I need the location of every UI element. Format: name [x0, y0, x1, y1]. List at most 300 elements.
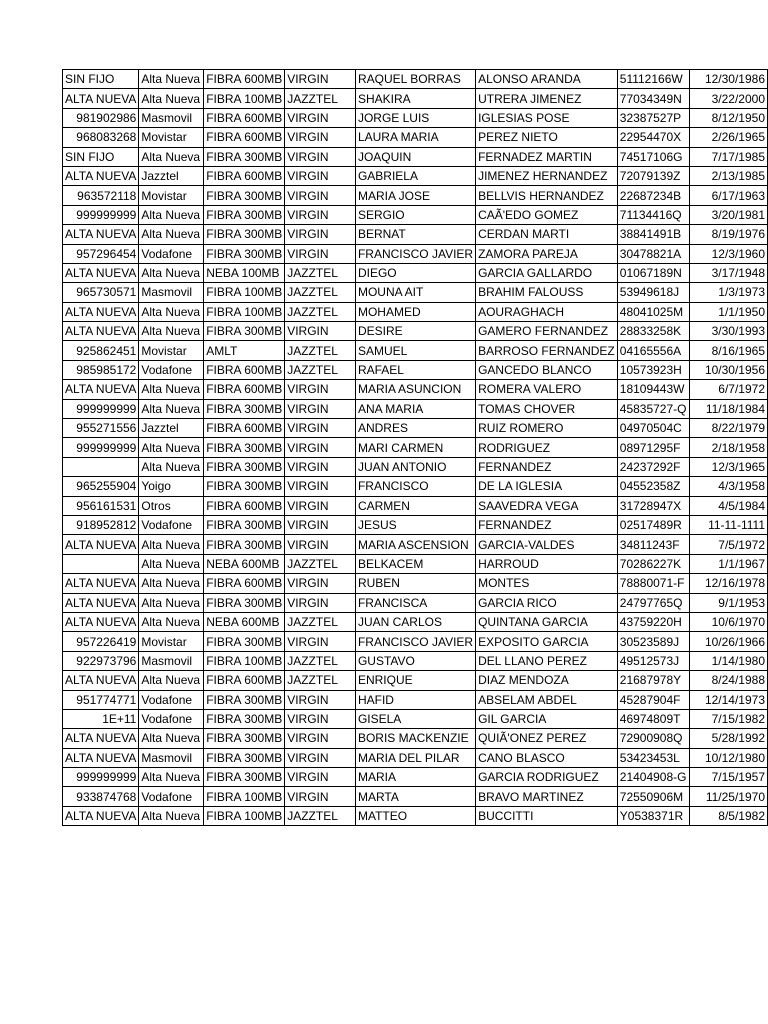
cell-last-name[interactable]: HARROUD	[476, 554, 618, 573]
cell-current-operator[interactable]: Alta Nueva	[139, 806, 204, 825]
cell-first-name[interactable]: GABRIELA	[355, 166, 475, 185]
cell-product[interactable]: FIBRA 300MB	[204, 593, 285, 612]
cell-first-name[interactable]: JORGE LUIS	[355, 108, 475, 127]
cell-document-id[interactable]: 32387527P	[617, 108, 689, 127]
cell-first-name[interactable]: ANDRES	[355, 419, 475, 438]
cell-document-id[interactable]: 70286227K	[617, 554, 689, 573]
cell-birth-date[interactable]: 10/12/1980	[689, 748, 768, 767]
cell-first-name[interactable]: MARTA	[355, 787, 475, 806]
cell-last-name[interactable]: GANCEDO BLANCO	[476, 360, 618, 379]
cell-last-name[interactable]: GARCIA RICO	[476, 593, 618, 612]
cell-brand[interactable]: JAZZTEL	[285, 806, 356, 825]
cell-product[interactable]: NEBA 600MB	[204, 554, 285, 573]
cell-current-operator[interactable]: Masmovil	[139, 108, 204, 127]
cell-product[interactable]: FIBRA 600MB	[204, 419, 285, 438]
cell-brand[interactable]: JAZZTEL	[285, 554, 356, 573]
cell-last-name[interactable]: DIAZ MENDOZA	[476, 671, 618, 690]
cell-product[interactable]: FIBRA 300MB	[204, 768, 285, 787]
cell-document-id[interactable]: 72550906M	[617, 787, 689, 806]
cell-last-name[interactable]: CAÃ'EDO GOMEZ	[476, 205, 618, 224]
cell-current-operator[interactable]: Alta Nueva	[139, 535, 204, 554]
cell-product[interactable]: FIBRA 300MB	[204, 632, 285, 651]
cell-product[interactable]: FIBRA 300MB	[204, 186, 285, 205]
cell-first-name[interactable]: FRANCISCA	[355, 593, 475, 612]
cell-last-name[interactable]: BUCCITTI	[476, 806, 618, 825]
cell-current-operator[interactable]: Alta Nueva	[139, 89, 204, 108]
cell-phone[interactable]: SIN FIJO	[63, 70, 139, 89]
cell-first-name[interactable]: FRANCISCO JAVIER	[355, 632, 475, 651]
cell-phone[interactable]: 918952812	[63, 515, 139, 534]
cell-birth-date[interactable]: 3/17/1948	[689, 263, 768, 282]
cell-brand[interactable]: VIRGIN	[285, 419, 356, 438]
cell-product[interactable]: FIBRA 300MB	[204, 399, 285, 418]
cell-last-name[interactable]: BRAHIM FALOUSS	[476, 283, 618, 302]
cell-phone[interactable]: 968083268	[63, 128, 139, 147]
cell-phone[interactable]: 985985172	[63, 360, 139, 379]
cell-last-name[interactable]: SAAVEDRA VEGA	[476, 496, 618, 515]
cell-last-name[interactable]: GAMERO FERNANDEZ	[476, 322, 618, 341]
cell-birth-date[interactable]: 8/5/1982	[689, 806, 768, 825]
cell-phone[interactable]: 999999999	[63, 438, 139, 457]
cell-phone[interactable]: 999999999	[63, 399, 139, 418]
cell-current-operator[interactable]: Movistar	[139, 341, 204, 360]
cell-phone[interactable]: 999999999	[63, 768, 139, 787]
cell-phone[interactable]: ALTA NUEVA	[63, 322, 139, 341]
cell-first-name[interactable]: GISELA	[355, 709, 475, 728]
cell-brand[interactable]: VIRGIN	[285, 457, 356, 476]
cell-phone[interactable]: ALTA NUEVA	[63, 806, 139, 825]
cell-phone[interactable]: 922973796	[63, 651, 139, 670]
cell-phone[interactable]: 957226419	[63, 632, 139, 651]
cell-last-name[interactable]: BARROSO FERNANDEZ	[476, 341, 618, 360]
cell-phone[interactable]: 951774771	[63, 690, 139, 709]
cell-phone[interactable]	[63, 457, 139, 476]
cell-first-name[interactable]: SAMUEL	[355, 341, 475, 360]
cell-product[interactable]: FIBRA 300MB	[204, 709, 285, 728]
cell-current-operator[interactable]: Alta Nueva	[139, 147, 204, 166]
cell-document-id[interactable]: 72900908Q	[617, 729, 689, 748]
cell-phone[interactable]: ALTA NUEVA	[63, 574, 139, 593]
cell-last-name[interactable]: FERNANDEZ	[476, 515, 618, 534]
cell-current-operator[interactable]: Alta Nueva	[139, 554, 204, 573]
cell-current-operator[interactable]: Alta Nueva	[139, 263, 204, 282]
cell-current-operator[interactable]: Jazztel	[139, 419, 204, 438]
cell-birth-date[interactable]: 7/17/1985	[689, 147, 768, 166]
cell-first-name[interactable]: JOAQUIN	[355, 147, 475, 166]
cell-document-id[interactable]: 22687234B	[617, 186, 689, 205]
cell-brand[interactable]: VIRGIN	[285, 128, 356, 147]
cell-birth-date[interactable]: 3/20/1981	[689, 205, 768, 224]
cell-document-id[interactable]: 48041025M	[617, 302, 689, 321]
cell-first-name[interactable]: MARI CARMEN	[355, 438, 475, 457]
cell-current-operator[interactable]: Alta Nueva	[139, 438, 204, 457]
cell-document-id[interactable]: 22954470X	[617, 128, 689, 147]
cell-first-name[interactable]: SERGIO	[355, 205, 475, 224]
cell-product[interactable]: FIBRA 300MB	[204, 477, 285, 496]
cell-product[interactable]: NEBA 600MB	[204, 612, 285, 631]
cell-current-operator[interactable]: Vodafone	[139, 244, 204, 263]
cell-document-id[interactable]: 45835727-Q	[617, 399, 689, 418]
cell-last-name[interactable]: QUINTANA GARCIA	[476, 612, 618, 631]
cell-brand[interactable]: VIRGIN	[285, 787, 356, 806]
cell-document-id[interactable]: 30478821A	[617, 244, 689, 263]
cell-brand[interactable]: VIRGIN	[285, 186, 356, 205]
cell-last-name[interactable]: GIL GARCIA	[476, 709, 618, 728]
cell-brand[interactable]: VIRGIN	[285, 535, 356, 554]
cell-current-operator[interactable]: Alta Nueva	[139, 380, 204, 399]
cell-current-operator[interactable]: Vodafone	[139, 709, 204, 728]
cell-last-name[interactable]: RODRIGUEZ	[476, 438, 618, 457]
cell-first-name[interactable]: HAFID	[355, 690, 475, 709]
cell-birth-date[interactable]: 7/15/1957	[689, 768, 768, 787]
cell-brand[interactable]: VIRGIN	[285, 205, 356, 224]
cell-document-id[interactable]: 38841491B	[617, 225, 689, 244]
cell-last-name[interactable]: JIMENEZ HERNANDEZ	[476, 166, 618, 185]
cell-phone[interactable]: 957296454	[63, 244, 139, 263]
cell-current-operator[interactable]: Otros	[139, 496, 204, 515]
cell-product[interactable]: FIBRA 100MB	[204, 806, 285, 825]
cell-birth-date[interactable]: 6/17/1963	[689, 186, 768, 205]
cell-brand[interactable]: VIRGIN	[285, 322, 356, 341]
cell-brand[interactable]: JAZZTEL	[285, 360, 356, 379]
cell-product[interactable]: FIBRA 100MB	[204, 283, 285, 302]
cell-brand[interactable]: VIRGIN	[285, 147, 356, 166]
cell-phone[interactable]	[63, 554, 139, 573]
cell-phone[interactable]: ALTA NUEVA	[63, 380, 139, 399]
cell-product[interactable]: FIBRA 600MB	[204, 128, 285, 147]
cell-brand[interactable]: VIRGIN	[285, 593, 356, 612]
cell-current-operator[interactable]: Masmovil	[139, 283, 204, 302]
cell-product[interactable]: FIBRA 300MB	[204, 205, 285, 224]
cell-brand[interactable]: JAZZTEL	[285, 341, 356, 360]
cell-phone[interactable]: 1E+11	[63, 709, 139, 728]
cell-last-name[interactable]: GARCIA-VALDES	[476, 535, 618, 554]
cell-current-operator[interactable]: Alta Nueva	[139, 322, 204, 341]
cell-birth-date[interactable]: 7/5/1972	[689, 535, 768, 554]
cell-last-name[interactable]: MONTES	[476, 574, 618, 593]
cell-current-operator[interactable]: Movistar	[139, 632, 204, 651]
cell-birth-date[interactable]: 10/30/1956	[689, 360, 768, 379]
cell-first-name[interactable]: DESIRE	[355, 322, 475, 341]
cell-product[interactable]: FIBRA 600MB	[204, 70, 285, 89]
cell-phone[interactable]: 965255904	[63, 477, 139, 496]
cell-current-operator[interactable]: Movistar	[139, 128, 204, 147]
cell-product[interactable]: FIBRA 600MB	[204, 380, 285, 399]
cell-product[interactable]: FIBRA 300MB	[204, 225, 285, 244]
cell-birth-date[interactable]: 12/3/1965	[689, 457, 768, 476]
cell-document-id[interactable]: 28833258K	[617, 322, 689, 341]
cell-birth-date[interactable]: 6/7/1972	[689, 380, 768, 399]
cell-document-id[interactable]: 24237292F	[617, 457, 689, 476]
cell-product[interactable]: FIBRA 600MB	[204, 671, 285, 690]
cell-current-operator[interactable]: Alta Nueva	[139, 612, 204, 631]
cell-document-id[interactable]: 08971295F	[617, 438, 689, 457]
cell-product[interactable]: FIBRA 300MB	[204, 535, 285, 554]
cell-product[interactable]: FIBRA 300MB	[204, 438, 285, 457]
cell-birth-date[interactable]: 10/6/1970	[689, 612, 768, 631]
cell-brand[interactable]: JAZZTEL	[285, 263, 356, 282]
cell-brand[interactable]: VIRGIN	[285, 244, 356, 263]
cell-first-name[interactable]: FRANCISCO	[355, 477, 475, 496]
cell-document-id[interactable]: 30523589J	[617, 632, 689, 651]
cell-birth-date[interactable]: 8/12/1950	[689, 108, 768, 127]
cell-current-operator[interactable]: Alta Nueva	[139, 302, 204, 321]
cell-phone[interactable]: ALTA NUEVA	[63, 535, 139, 554]
cell-document-id[interactable]: 04970504C	[617, 419, 689, 438]
cell-brand[interactable]: VIRGIN	[285, 477, 356, 496]
cell-birth-date[interactable]: 12/16/1978	[689, 574, 768, 593]
cell-first-name[interactable]: JUAN ANTONIO	[355, 457, 475, 476]
cell-last-name[interactable]: AOURAGHACH	[476, 302, 618, 321]
cell-product[interactable]: NEBA 100MB	[204, 263, 285, 282]
cell-birth-date[interactable]: 4/3/1958	[689, 477, 768, 496]
cell-last-name[interactable]: GARCIA RODRIGUEZ	[476, 768, 618, 787]
cell-document-id[interactable]: 21687978Y	[617, 671, 689, 690]
cell-last-name[interactable]: RUIZ ROMERO	[476, 419, 618, 438]
cell-brand[interactable]: JAZZTEL	[285, 89, 356, 108]
cell-document-id[interactable]: 04165556A	[617, 341, 689, 360]
cell-birth-date[interactable]: 11/25/1970	[689, 787, 768, 806]
cell-current-operator[interactable]: Alta Nueva	[139, 671, 204, 690]
cell-first-name[interactable]: MARIA JOSE	[355, 186, 475, 205]
cell-product[interactable]: FIBRA 100MB	[204, 302, 285, 321]
cell-phone[interactable]: 981902986	[63, 108, 139, 127]
cell-last-name[interactable]: BELLVIS HERNANDEZ	[476, 186, 618, 205]
cell-brand[interactable]: VIRGIN	[285, 574, 356, 593]
cell-last-name[interactable]: ROMERA VALERO	[476, 380, 618, 399]
cell-phone[interactable]: ALTA NUEVA	[63, 671, 139, 690]
cell-phone[interactable]: 956161531	[63, 496, 139, 515]
cell-current-operator[interactable]: Vodafone	[139, 515, 204, 534]
cell-last-name[interactable]: CERDAN MARTI	[476, 225, 618, 244]
cell-brand[interactable]: JAZZTEL	[285, 612, 356, 631]
cell-birth-date[interactable]: 8/19/1976	[689, 225, 768, 244]
cell-phone[interactable]: ALTA NUEVA	[63, 612, 139, 631]
cell-first-name[interactable]: MARIA DEL PILAR	[355, 748, 475, 767]
cell-birth-date[interactable]: 9/1/1953	[689, 593, 768, 612]
cell-first-name[interactable]: BORIS MACKENZIE	[355, 729, 475, 748]
cell-current-operator[interactable]: Alta Nueva	[139, 729, 204, 748]
cell-document-id[interactable]: 10573923H	[617, 360, 689, 379]
cell-birth-date[interactable]: 11/18/1984	[689, 399, 768, 418]
cell-phone[interactable]: ALTA NUEVA	[63, 166, 139, 185]
cell-birth-date[interactable]: 12/3/1960	[689, 244, 768, 263]
cell-brand[interactable]: VIRGIN	[285, 380, 356, 399]
cell-last-name[interactable]: IGLESIAS POSE	[476, 108, 618, 127]
cell-current-operator[interactable]: Masmovil	[139, 651, 204, 670]
cell-birth-date[interactable]: 2/26/1965	[689, 128, 768, 147]
cell-birth-date[interactable]: 12/14/1973	[689, 690, 768, 709]
cell-brand[interactable]: VIRGIN	[285, 108, 356, 127]
cell-current-operator[interactable]: Alta Nueva	[139, 457, 204, 476]
cell-brand[interactable]: JAZZTEL	[285, 302, 356, 321]
cell-last-name[interactable]: BRAVO MARTINEZ	[476, 787, 618, 806]
cell-current-operator[interactable]: Vodafone	[139, 787, 204, 806]
cell-document-id[interactable]: 01067189N	[617, 263, 689, 282]
cell-product[interactable]: FIBRA 100MB	[204, 89, 285, 108]
cell-first-name[interactable]: RUBEN	[355, 574, 475, 593]
cell-document-id[interactable]: 51112166W	[617, 70, 689, 89]
cell-first-name[interactable]: JESUS	[355, 515, 475, 534]
cell-birth-date[interactable]: 1/1/1950	[689, 302, 768, 321]
cell-current-operator[interactable]: Vodafone	[139, 360, 204, 379]
cell-brand[interactable]: VIRGIN	[285, 515, 356, 534]
cell-last-name[interactable]: UTRERA JIMENEZ	[476, 89, 618, 108]
cell-current-operator[interactable]: Alta Nueva	[139, 399, 204, 418]
cell-birth-date[interactable]: 1/14/1980	[689, 651, 768, 670]
cell-current-operator[interactable]: Yoigo	[139, 477, 204, 496]
cell-brand[interactable]: VIRGIN	[285, 729, 356, 748]
cell-first-name[interactable]: MATTEO	[355, 806, 475, 825]
cell-first-name[interactable]: BERNAT	[355, 225, 475, 244]
cell-document-id[interactable]: 34811243F	[617, 535, 689, 554]
cell-phone[interactable]: ALTA NUEVA	[63, 748, 139, 767]
cell-brand[interactable]: VIRGIN	[285, 748, 356, 767]
cell-document-id[interactable]: 74517106G	[617, 147, 689, 166]
cell-brand[interactable]: JAZZTEL	[285, 671, 356, 690]
cell-brand[interactable]: JAZZTEL	[285, 651, 356, 670]
cell-current-operator[interactable]: Jazztel	[139, 166, 204, 185]
cell-brand[interactable]: VIRGIN	[285, 438, 356, 457]
cell-first-name[interactable]: MOUNA AIT	[355, 283, 475, 302]
cell-phone[interactable]: ALTA NUEVA	[63, 89, 139, 108]
cell-current-operator[interactable]: Movistar	[139, 186, 204, 205]
cell-first-name[interactable]: FRANCISCO JAVIER	[355, 244, 475, 263]
cell-product[interactable]: FIBRA 300MB	[204, 244, 285, 263]
cell-last-name[interactable]: FERNADEZ MARTIN	[476, 147, 618, 166]
cell-brand[interactable]: VIRGIN	[285, 690, 356, 709]
cell-last-name[interactable]: ZAMORA PAREJA	[476, 244, 618, 263]
cell-document-id[interactable]: 24797765Q	[617, 593, 689, 612]
cell-current-operator[interactable]: Alta Nueva	[139, 768, 204, 787]
cell-birth-date[interactable]: 12/30/1986	[689, 70, 768, 89]
cell-document-id[interactable]: 77034349N	[617, 89, 689, 108]
cell-last-name[interactable]: GARCIA GALLARDO	[476, 263, 618, 282]
cell-brand[interactable]: VIRGIN	[285, 632, 356, 651]
cell-phone[interactable]: 925862451	[63, 341, 139, 360]
cell-product[interactable]: FIBRA 600MB	[204, 166, 285, 185]
cell-last-name[interactable]: ALONSO ARANDA	[476, 70, 618, 89]
cell-first-name[interactable]: MOHAMED	[355, 302, 475, 321]
cell-product[interactable]: FIBRA 300MB	[204, 515, 285, 534]
cell-product[interactable]: FIBRA 300MB	[204, 729, 285, 748]
cell-current-operator[interactable]: Alta Nueva	[139, 225, 204, 244]
cell-brand[interactable]: VIRGIN	[285, 225, 356, 244]
cell-document-id[interactable]: 71134416Q	[617, 205, 689, 224]
cell-first-name[interactable]: SHAKIRA	[355, 89, 475, 108]
cell-phone[interactable]: 999999999	[63, 205, 139, 224]
cell-product[interactable]: FIBRA 300MB	[204, 457, 285, 476]
cell-phone[interactable]: ALTA NUEVA	[63, 263, 139, 282]
cell-document-id[interactable]: 46974809T	[617, 709, 689, 728]
cell-document-id[interactable]: 18109443W	[617, 380, 689, 399]
cell-brand[interactable]: VIRGIN	[285, 709, 356, 728]
cell-document-id[interactable]: 43759220H	[617, 612, 689, 631]
cell-last-name[interactable]: CANO BLASCO	[476, 748, 618, 767]
cell-document-id[interactable]: Y0538371R	[617, 806, 689, 825]
cell-birth-date[interactable]: 8/24/1988	[689, 671, 768, 690]
cell-brand[interactable]: VIRGIN	[285, 768, 356, 787]
cell-first-name[interactable]: MARIA ASCENSION	[355, 535, 475, 554]
cell-first-name[interactable]: ANA MARIA	[355, 399, 475, 418]
cell-product[interactable]: FIBRA 600MB	[204, 574, 285, 593]
cell-brand[interactable]: VIRGIN	[285, 496, 356, 515]
cell-birth-date[interactable]: 1/3/1973	[689, 283, 768, 302]
cell-birth-date[interactable]: 8/22/1979	[689, 419, 768, 438]
cell-brand[interactable]: VIRGIN	[285, 399, 356, 418]
cell-document-id[interactable]: 53949618J	[617, 283, 689, 302]
cell-last-name[interactable]: DEL LLANO PEREZ	[476, 651, 618, 670]
cell-birth-date[interactable]: 11-11-1111	[689, 515, 768, 534]
cell-birth-date[interactable]: 2/18/1958	[689, 438, 768, 457]
cell-phone[interactable]: ALTA NUEVA	[63, 225, 139, 244]
cell-product[interactable]: FIBRA 300MB	[204, 690, 285, 709]
cell-first-name[interactable]: BELKACEM	[355, 554, 475, 573]
cell-last-name[interactable]: EXPOSITO GARCIA	[476, 632, 618, 651]
cell-product[interactable]: AMLT	[204, 341, 285, 360]
cell-phone[interactable]: 933874768	[63, 787, 139, 806]
cell-last-name[interactable]: PEREZ NIETO	[476, 128, 618, 147]
cell-phone[interactable]: SIN FIJO	[63, 147, 139, 166]
cell-first-name[interactable]: ENRIQUE	[355, 671, 475, 690]
cell-first-name[interactable]: RAFAEL	[355, 360, 475, 379]
cell-product[interactable]: FIBRA 100MB	[204, 787, 285, 806]
cell-current-operator[interactable]: Masmovil	[139, 748, 204, 767]
cell-product[interactable]: FIBRA 300MB	[204, 748, 285, 767]
cell-product[interactable]: FIBRA 600MB	[204, 108, 285, 127]
cell-first-name[interactable]: MARIA ASUNCION	[355, 380, 475, 399]
cell-first-name[interactable]: RAQUEL BORRAS	[355, 70, 475, 89]
cell-current-operator[interactable]: Vodafone	[139, 690, 204, 709]
cell-last-name[interactable]: QUIÃ'ONEZ PEREZ	[476, 729, 618, 748]
cell-document-id[interactable]: 04552358Z	[617, 477, 689, 496]
cell-birth-date[interactable]: 10/26/1966	[689, 632, 768, 651]
cell-birth-date[interactable]: 7/15/1982	[689, 709, 768, 728]
cell-current-operator[interactable]: Alta Nueva	[139, 70, 204, 89]
cell-product[interactable]: FIBRA 600MB	[204, 360, 285, 379]
cell-birth-date[interactable]: 3/22/2000	[689, 89, 768, 108]
cell-product[interactable]: FIBRA 300MB	[204, 147, 285, 166]
cell-phone[interactable]: ALTA NUEVA	[63, 302, 139, 321]
cell-phone[interactable]: 955271556	[63, 419, 139, 438]
cell-document-id[interactable]: 21404908-G	[617, 768, 689, 787]
cell-birth-date[interactable]: 4/5/1984	[689, 496, 768, 515]
cell-brand[interactable]: VIRGIN	[285, 70, 356, 89]
cell-birth-date[interactable]: 2/13/1985	[689, 166, 768, 185]
cell-current-operator[interactable]: Alta Nueva	[139, 593, 204, 612]
cell-last-name[interactable]: FERNANDEZ	[476, 457, 618, 476]
cell-birth-date[interactable]: 8/16/1965	[689, 341, 768, 360]
cell-last-name[interactable]: ABSELAM ABDEL	[476, 690, 618, 709]
cell-first-name[interactable]: DIEGO	[355, 263, 475, 282]
cell-first-name[interactable]: JUAN CARLOS	[355, 612, 475, 631]
cell-phone[interactable]: 965730571	[63, 283, 139, 302]
cell-phone[interactable]: 963572118	[63, 186, 139, 205]
cell-document-id[interactable]: 53423453L	[617, 748, 689, 767]
cell-phone[interactable]: ALTA NUEVA	[63, 593, 139, 612]
cell-document-id[interactable]: 02517489R	[617, 515, 689, 534]
cell-last-name[interactable]: DE LA IGLESIA	[476, 477, 618, 496]
cell-current-operator[interactable]: Alta Nueva	[139, 574, 204, 593]
cell-last-name[interactable]: TOMAS CHOVER	[476, 399, 618, 418]
cell-document-id[interactable]: 78880071-F	[617, 574, 689, 593]
cell-document-id[interactable]: 31728947X	[617, 496, 689, 515]
cell-phone[interactable]: ALTA NUEVA	[63, 729, 139, 748]
cell-document-id[interactable]: 45287904F	[617, 690, 689, 709]
cell-first-name[interactable]: MARIA	[355, 768, 475, 787]
cell-document-id[interactable]: 49512573J	[617, 651, 689, 670]
cell-birth-date[interactable]: 5/28/1992	[689, 729, 768, 748]
